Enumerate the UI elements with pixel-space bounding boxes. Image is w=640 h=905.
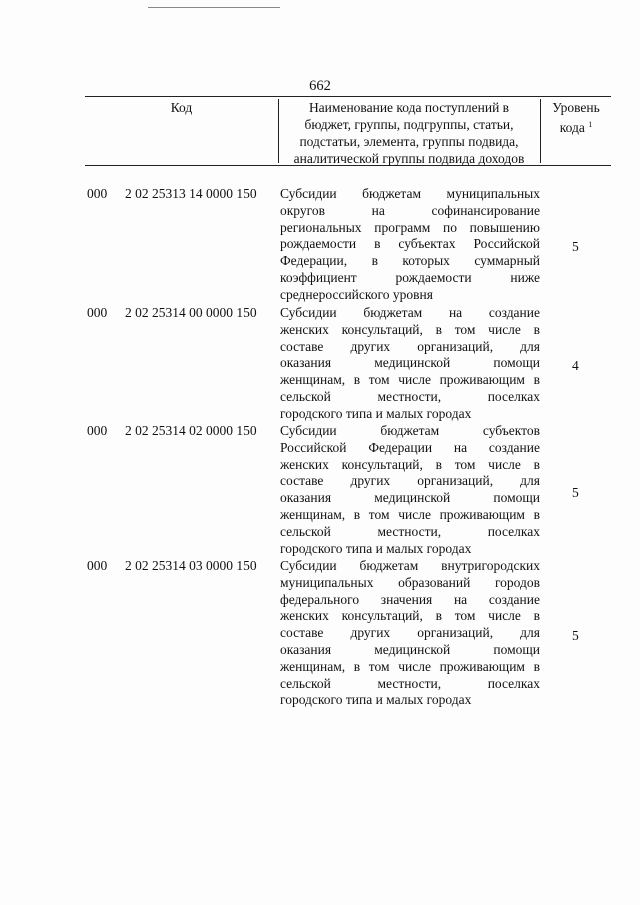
row-name-line: рождаемости в субъектах Российской [280, 236, 540, 252]
table-header [85, 96, 611, 166]
row-name-line: городского типа и малых городах [280, 692, 472, 708]
row-income-code: 2 02 25314 03 0000 150 [125, 558, 257, 573]
row-name [280, 305, 540, 423]
row-name-line: федерального значения на создание [280, 591, 540, 607]
row-name-line: оказания медицинской помощи [280, 641, 540, 657]
row-name-line: женщинам, в том числе проживающим в [280, 658, 540, 674]
row-name-line: Федерации, в которых суммарный [280, 253, 540, 269]
header-name [278, 99, 541, 166]
row-name-line: оказания медицинской помощи [280, 355, 540, 371]
row-name-line: составе других организаций, для [280, 625, 540, 641]
row-name-line: женских консультаций, в том числе в [280, 608, 540, 624]
row-level: 5 [572, 239, 579, 255]
row-name-line: Субсидии бюджетам на создание [280, 305, 540, 320]
top-rule [148, 7, 280, 8]
row-name-line: коэффициент рождаемости ниже [280, 269, 540, 285]
row-name-line: женщинам, в том числе проживающим в [280, 372, 540, 388]
row-level: 5 [572, 628, 579, 644]
row-name-line: городского типа и малых городах [280, 540, 472, 556]
row-name [280, 558, 540, 709]
row-name-line: оказания медицинской помощи [280, 490, 540, 506]
row-name-line: сельской местности, поселках [280, 388, 540, 404]
row-name-line: сельской местности, поселках [280, 675, 540, 691]
header-name-line: аналитической группы подвида доходов [293, 151, 525, 166]
row-name-line: среднероссийского уровня [280, 286, 433, 302]
row-name [280, 423, 540, 557]
row-admin-code: 000 [87, 305, 108, 320]
row-name-line: Российской Федерации на создание [280, 439, 540, 455]
row-income-code: 2 02 25314 00 0000 150 [125, 305, 257, 320]
row-level: 4 [572, 358, 579, 374]
row-name-line: региональных программ по повышению [280, 219, 540, 235]
row-name-line: составе других организаций, для [280, 473, 540, 489]
header-level-text: кода [559, 120, 585, 135]
header-name-line: бюджет, группы, подгруппы, статьи, [304, 117, 514, 132]
header-code: Код [85, 99, 279, 163]
row-name-line: составе других организаций, для [280, 338, 540, 354]
header-level [541, 99, 611, 136]
row-name-line: городского типа и малых городах [280, 405, 472, 421]
row-name-line: сельской местности, поселках [280, 523, 540, 539]
header-name-line: Наименование кода поступлений в [308, 100, 510, 115]
header-name-line: подстатьи, элемента, группы подвида, [299, 134, 519, 149]
row-name-line: Субсидии бюджетам муниципальных [280, 186, 540, 201]
row-name-line: муниципальных образований городов [280, 574, 540, 590]
row-admin-code: 000 [87, 423, 108, 438]
row-admin-code: 000 [87, 558, 108, 573]
page-number: 662 [309, 78, 331, 94]
row-name-line: Субсидии бюджетам внутригородских [280, 558, 540, 573]
row-admin-code: 000 [87, 186, 108, 201]
row-name [280, 186, 540, 304]
row-name-line: женских консультаций, в том числе в [280, 456, 540, 472]
header-level-line1: Уровень [552, 100, 600, 115]
row-name-line: женщинам, в том числе проживающим в [280, 506, 540, 522]
row-name-line: округов на софинансирование [280, 202, 540, 218]
row-income-code: 2 02 25314 02 0000 150 [125, 423, 257, 438]
row-income-code: 2 02 25313 14 0000 150 [125, 186, 257, 201]
footnote-mark: 1 [588, 120, 593, 129]
row-name-line: Субсидии бюджетам субъектов [280, 423, 540, 438]
row-level: 5 [572, 484, 579, 500]
row-name-line: женских консультаций, в том числе в [280, 321, 540, 337]
header-level-line2 [541, 116, 611, 136]
